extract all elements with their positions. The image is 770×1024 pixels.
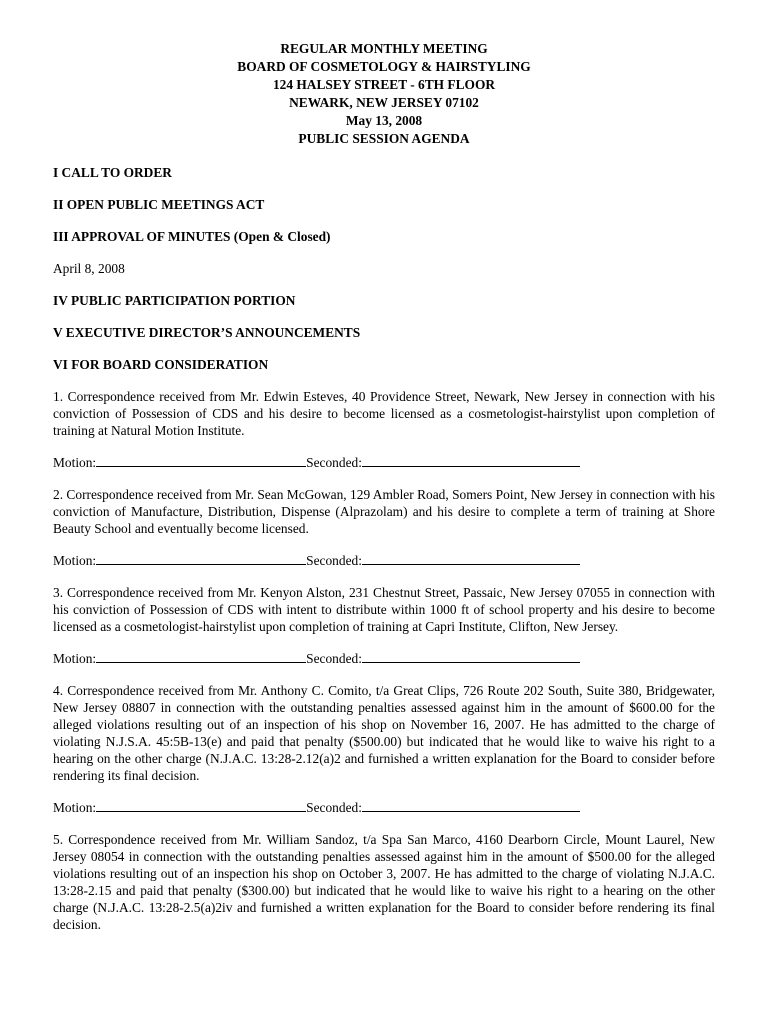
- board-name: BOARD OF COSMETOLOGY & HAIRSTYLING: [237, 59, 531, 74]
- section-open-meetings-act: II OPEN PUBLIC MEETINGS ACT: [53, 197, 265, 212]
- motion-label: Motion:: [53, 651, 97, 666]
- section-board-consideration: VI FOR BOARD CONSIDERATION: [53, 357, 269, 372]
- motion-line-2: [53, 552, 715, 569]
- motion-blank[interactable]: [96, 552, 306, 565]
- section-public-participation: IV PUBLIC PARTICIPATION PORTION: [53, 293, 296, 308]
- motion-line-3: [53, 650, 715, 667]
- city-state: NEWARK, NEW JERSEY 07102: [289, 95, 479, 110]
- meeting-date: May 13, 2008: [345, 113, 423, 128]
- motion-label: Motion:: [53, 553, 97, 568]
- section-approval-of-minutes: III APPROVAL OF MINUTES (Open & Closed): [53, 229, 331, 244]
- document-header: [53, 40, 715, 148]
- motion-blank[interactable]: [96, 454, 306, 467]
- approval-date: April 8, 2008: [53, 261, 125, 276]
- seconded-label: Seconded:: [306, 651, 362, 666]
- motion-blank[interactable]: [96, 650, 306, 663]
- agenda-item-5: 5. Correspondence received from Mr. William Sandoz, t/a Spa San Marco, 4160 Dearborn Circle, Mount Laurel, New Jersey 08054 in connection with the outstanding penalties assessed against him in the amount of $500.00 for the alleged violations resulting out of an inspection his shop on October 3, 2007. He has admitted to the charge of violating N.J.A.C. 13:28-2.15 and paid that penalty ($300.00) but indicated that he would like to waive his right to a hearing on the other charge (N.J.A.C. 13:28-2.5(a)2iv and furnished a written explanation for the Board to consider before rendering its final decision.: [53, 832, 715, 932]
- agenda-item-1: 1. Correspondence received from Mr. Edwin Esteves, 40 Providence Street, Newark, New Jersey in connection with his conviction of Possession of CDS and his desire to become licensed as a cosmetologist-hairstylist upon completion of training at Natural Motion Institute.: [53, 389, 715, 438]
- agenda-item-2: 2. Correspondence received from Mr. Sean McGowan, 129 Ambler Road, Somers Point, New Jersey in connection with his conviction of Manufacture, Distribution, Dispense (Alprazolam) and his desire to complete a term of training at Shore Beauty School and eventually become licensed.: [53, 487, 715, 536]
- meeting-type: REGULAR MONTHLY MEETING: [280, 41, 488, 56]
- agenda-title: PUBLIC SESSION AGENDA: [298, 131, 470, 146]
- motion-line-4: [53, 799, 715, 816]
- section-director-announcements: V EXECUTIVE DIRECTOR’S ANNOUNCEMENTS: [53, 325, 361, 340]
- section-call-to-order: I CALL TO ORDER: [53, 165, 172, 180]
- motion-line-1: [53, 454, 715, 471]
- agenda-item-3: 3. Correspondence received from Mr. Kenyon Alston, 231 Chestnut Street, Passaic, New Jersey 07055 in connection with his conviction of Possession of CDS with intent to distribute within 1000 ft of school property and his desire to become licensed as a cosmetologist-hairstylist upon completion of training at Capri Institute, Clifton, New Jersey.: [53, 585, 715, 634]
- motion-blank[interactable]: [96, 799, 306, 812]
- seconded-blank[interactable]: [362, 454, 580, 467]
- seconded-label: Seconded:: [306, 553, 362, 568]
- motion-label: Motion:: [53, 800, 97, 815]
- seconded-blank[interactable]: [362, 650, 580, 663]
- seconded-label: Seconded:: [306, 800, 362, 815]
- street-address: 124 HALSEY STREET - 6TH FLOOR: [272, 77, 496, 92]
- seconded-blank[interactable]: [362, 799, 580, 812]
- motion-label: Motion:: [53, 455, 97, 470]
- seconded-blank[interactable]: [362, 552, 580, 565]
- seconded-label: Seconded:: [306, 455, 362, 470]
- agenda-item-4: 4. Correspondence received from Mr. Anthony C. Comito, t/a Great Clips, 726 Route 202 South, Suite 380, Bridgewater, New Jersey 08807 in connection with the outstanding penalties assessed against him in the amount of $600.00 for the alleged violations resulting out of an inspection of his shop on November 16, 2007. He has admitted to the charge of violating N.J.S.A. 45:5B-13(e) and paid that penalty ($500.00) but indicated that he would like to waive his right to a hearing on the other charge (N.J.A.C. 13:28-2.12(a)2 and furnished a written explanation for the Board to consider before rendering its final decision.: [53, 683, 715, 783]
